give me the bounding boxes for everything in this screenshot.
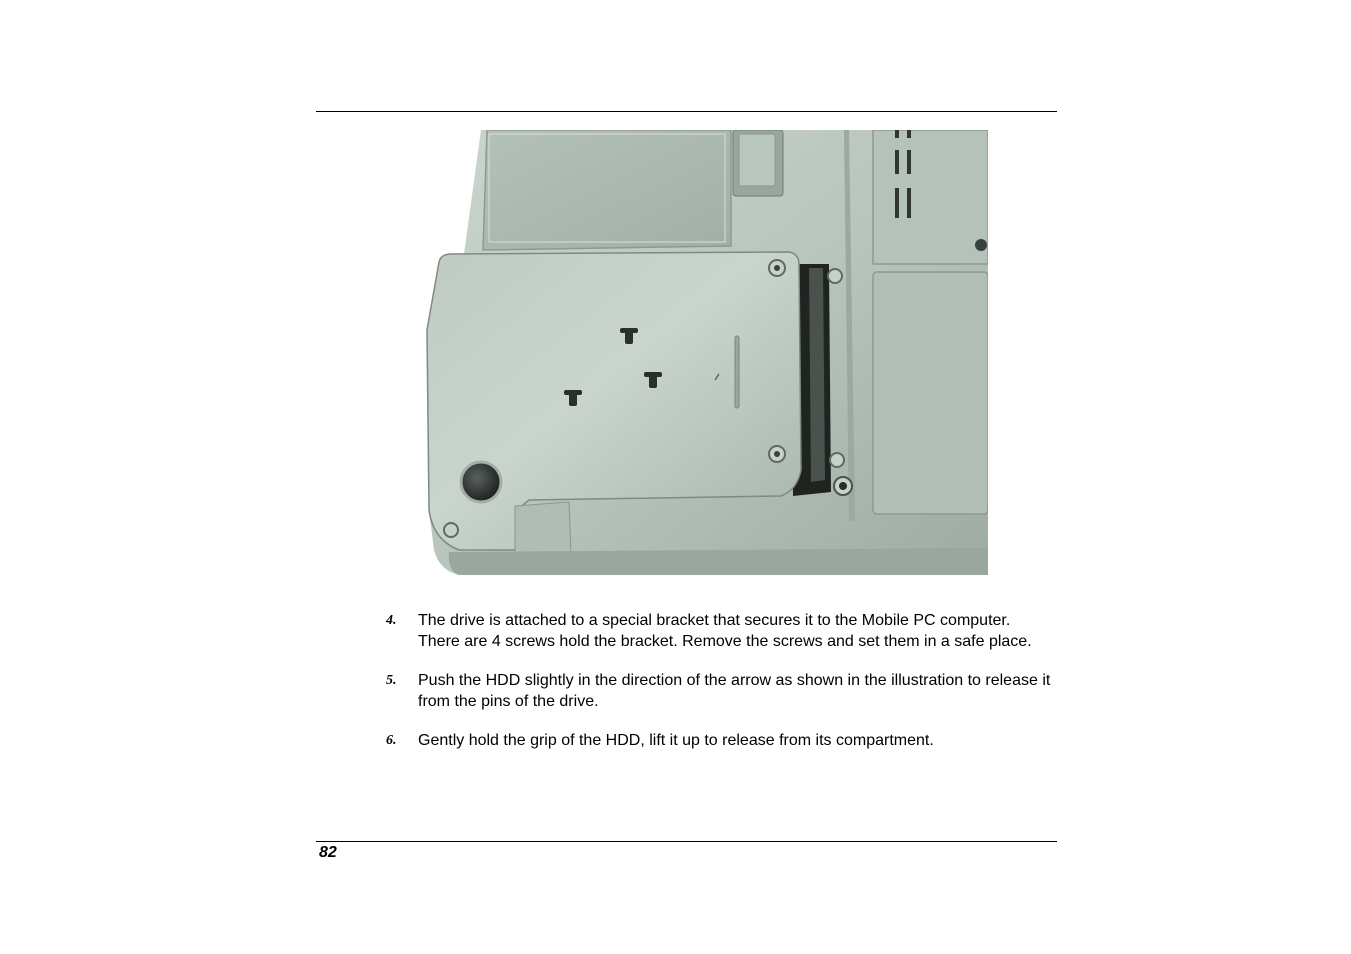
step-number: 5.: [386, 673, 397, 688]
front-edge: [449, 548, 988, 575]
step-item: [386, 730, 1056, 751]
step-text: Gently hold the grip of the HDD, lift it up to release from its compartment.: [418, 732, 934, 749]
rubber-foot: [461, 462, 501, 502]
bay-screw-hole-top: [828, 269, 842, 283]
corner-screw-hole: [444, 523, 458, 537]
step-number: 6.: [386, 733, 397, 748]
footer-rule: [316, 841, 1057, 842]
hdd-cover-photo: [419, 130, 988, 575]
latch-knob: [739, 134, 775, 186]
step-item: [386, 610, 1056, 652]
page-number: 82: [319, 844, 337, 861]
step-number: 4.: [386, 613, 397, 628]
bay-screw-hole-mid: [830, 453, 844, 467]
bottom-lip: [515, 502, 571, 556]
upper-right-panel: [873, 130, 988, 264]
lower-right-panel: [873, 272, 988, 514]
instruction-steps: [386, 610, 1056, 769]
laptop-underside-illustration: [419, 130, 988, 575]
grip-slot: [735, 336, 739, 408]
upper-left-panel: [483, 130, 731, 250]
header-rule: [316, 111, 1057, 112]
step-text: The drive is attached to a special bracket that secures it to the Mobile PC computer. There are 4 screws hold the bracket. Remove the screws and set them in a safe place.: [418, 612, 1032, 650]
step-item: [386, 670, 1056, 712]
hdd-bay-rail: [809, 268, 825, 482]
step-text: Push the HDD slightly in the direction of the arrow as shown in the illustration to release it from the pins of the drive.: [418, 672, 1051, 710]
upper-right-screw: [975, 239, 987, 251]
